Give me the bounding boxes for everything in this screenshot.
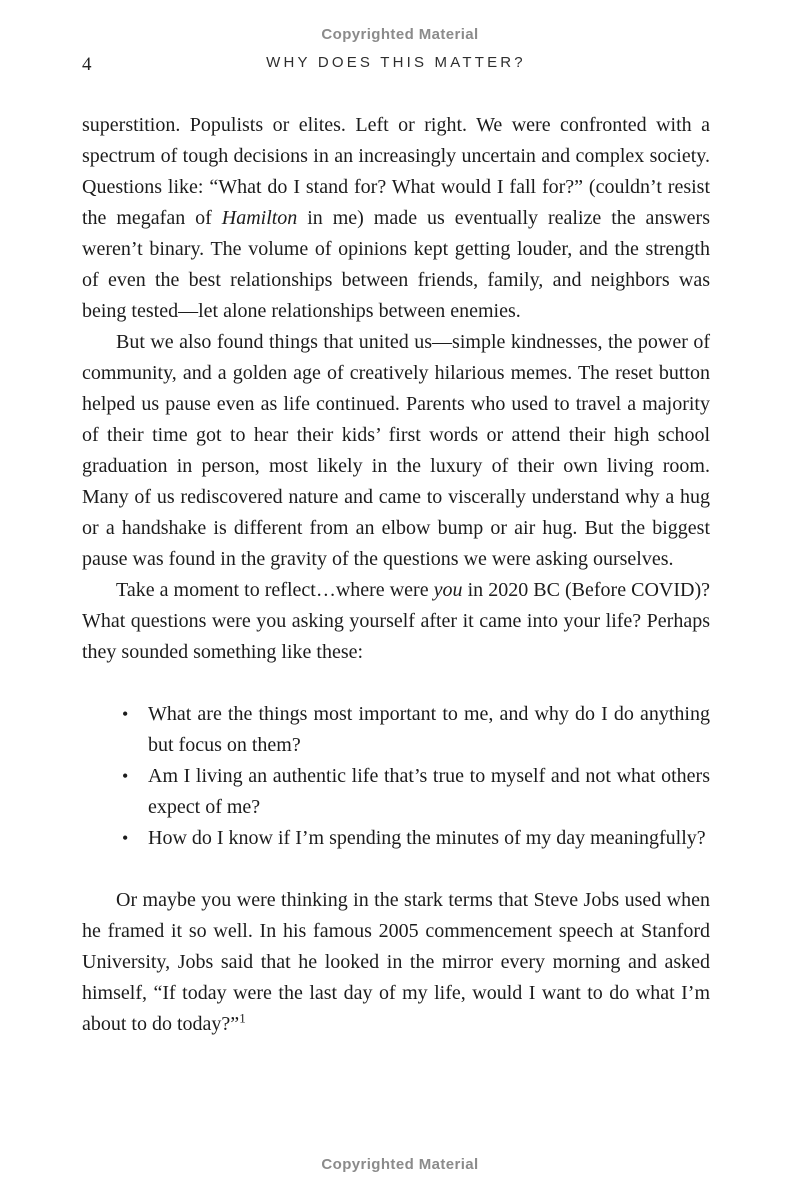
copyright-watermark-bottom: Copyrighted Material [321, 1156, 479, 1173]
copyright-watermark-top: Copyrighted Material [321, 26, 479, 43]
list-item-text: Am I living an authentic life that’s true to myself and not what others expect of me? [148, 765, 710, 818]
paragraph-3 [82, 575, 710, 668]
paragraph-1-text-cont: in me) made us eventually realize the answers weren’t binary. The volume of opinions kept getting louder, and the strength of even the best relationships between friends, family, and neighbors was being tested—let alone relationships between enemies. [82, 207, 710, 322]
question-list [82, 699, 710, 854]
italic-title-hamilton: Hamilton [221, 207, 298, 229]
page-number: 4 [82, 54, 92, 75]
bullet-icon: • [122, 766, 129, 786]
paragraph-1 [82, 110, 710, 327]
bullet-icon: • [122, 828, 129, 848]
running-header [82, 54, 710, 76]
paragraph-3-text: Take a moment to reflect…where were [116, 579, 434, 601]
paragraph-3-text-cont: in 2020 BC (Before COVID)? What questions were you asking yourself after it came into your life? Perhaps they sounded something like these: [82, 579, 710, 663]
paragraph-4 [82, 885, 710, 1040]
list-item-text: What are the things most important to me, and why do I do anything but focus on them? [148, 703, 710, 756]
paragraph-4-text: Or maybe you were thinking in the stark terms that Steve Jobs used when he framed it so well. In his famous 2005 commencement speech at Stanford University, Jobs said that he looked in the mirror every morning and asked himself, “If today were the last day of my life, would I want to do what I’m about to do today?” [82, 889, 710, 1035]
bullet-icon: • [122, 704, 129, 724]
running-title: WHY DOES THIS MATTER? [266, 54, 526, 71]
footnote-marker: 1 [239, 1010, 246, 1026]
list-item [82, 823, 710, 854]
paragraph-1-text: superstition. Populists or elites. Left or right. We were confronted with a spectrum of tough decisions in an increasingly uncertain and complex society. Questions like: “What do I stand for? What would I fall for?” (couldn’t resist the megafan of [82, 114, 710, 229]
paragraph-2-text: But we also found things that united us—simple kindnesses, the power of community, and a golden age of creatively hilarious memes. The reset button helped us pause even as life continued. Parents who used to travel a majority of their time got to hear their kids’ first words or attend their high school graduation in person, most likely in the luxury of their own living room. Many of us rediscovered nature and came to viscerally understand why a hug or a handshake is different from an elbow bump or air hug. But the biggest pause was found in the gravity of the questions we were asking ourselves. [82, 331, 710, 570]
list-item [82, 761, 710, 823]
italic-word-you: you [433, 579, 463, 601]
paragraph-2 [82, 327, 710, 575]
page-body [82, 110, 710, 1040]
list-item-text: How do I know if I’m spending the minutes of my day meaningfully? [148, 827, 706, 849]
list-item [82, 699, 710, 761]
